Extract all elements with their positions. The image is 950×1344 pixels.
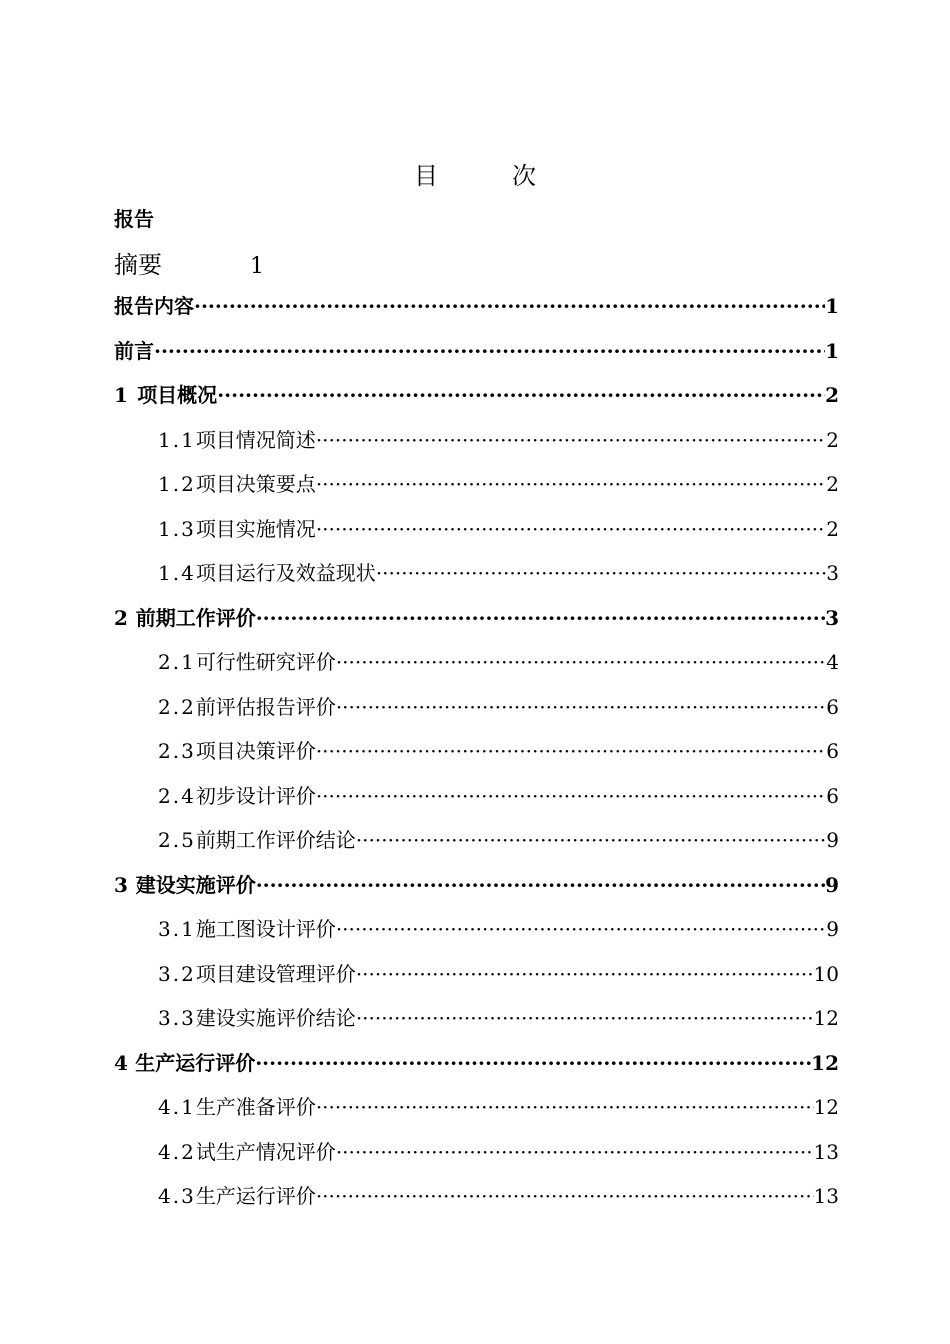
toc-dot-leader	[194, 284, 825, 329]
toc-entry-number: 2	[114, 605, 128, 630]
toc-entry-page-number: 9	[826, 917, 839, 941]
abstract-page-number: 1	[250, 254, 264, 279]
toc-entry-label: 施工图设计评价	[195, 917, 336, 941]
toc-entry-page-number: 2	[825, 383, 839, 407]
toc-dot-leader	[256, 596, 825, 641]
toc-entry-label: 生产运行评价	[195, 1184, 316, 1208]
toc-entry-number: 1.4	[158, 561, 196, 585]
toc-entry-number: 3.3	[158, 1006, 196, 1030]
toc-dot-leader	[316, 1174, 814, 1219]
abstract-label: 摘要	[114, 251, 162, 279]
toc-dot-leader	[356, 952, 814, 997]
toc-entry-label: 项目运行及效益现状	[195, 561, 376, 585]
toc-entry-number: 3.1	[158, 917, 196, 941]
toc-entry[interactable]	[114, 418, 839, 463]
toc-entry-label: 前评估报告评价	[195, 694, 336, 719]
toc-entry-page-number: 6	[826, 739, 839, 763]
toc-entry-number: 2.2	[158, 694, 196, 719]
toc-dot-leader	[376, 551, 826, 596]
toc-entry-page-number: 12	[811, 1050, 839, 1075]
toc-entry-label: 建设实施评价	[135, 872, 256, 897]
toc-dot-leader	[336, 907, 826, 952]
toc-dot-leader	[154, 329, 825, 374]
toc-entry-label: 项目实施情况	[195, 516, 316, 541]
toc-entry-page-number: 12	[813, 1095, 839, 1119]
toc-entry-label: 前期工作评价结论	[195, 828, 356, 852]
toc-entry[interactable]	[114, 996, 839, 1041]
toc-entry-number: 3	[114, 872, 128, 897]
report-heading: 报告	[114, 207, 154, 231]
toc-entry-label: 项目决策评价	[195, 739, 316, 763]
page-title	[0, 156, 950, 191]
toc-entry[interactable]	[114, 284, 839, 329]
toc-entry[interactable]	[114, 818, 839, 863]
toc-entry-label: 前言	[114, 338, 154, 363]
page-title-part1: 目	[414, 162, 438, 190]
toc-dot-leader	[356, 818, 826, 863]
toc-dot-leader	[316, 1085, 814, 1130]
toc-entry[interactable]	[114, 329, 839, 374]
toc-entry-label: 项目概况	[137, 383, 218, 407]
toc-entry-number: 4.2	[158, 1139, 196, 1164]
toc-entry[interactable]	[114, 907, 839, 952]
toc-entry-label: 前期工作评价	[135, 605, 256, 630]
toc-dot-leader	[316, 774, 826, 819]
toc-entry-label: 可行性研究评价	[195, 650, 336, 674]
toc-entry-label: 项目建设管理评价	[195, 961, 356, 986]
toc-entry-number: 1.2	[158, 472, 196, 496]
toc-entry-number: 1.1	[158, 427, 196, 452]
toc-entry[interactable]	[114, 596, 839, 641]
toc-entry[interactable]	[114, 729, 839, 774]
toc-entry-page-number: 10	[813, 961, 839, 986]
toc-entry[interactable]	[114, 685, 839, 730]
toc-entry-page-number: 3	[826, 561, 839, 585]
toc-entry[interactable]	[114, 551, 839, 596]
toc-entry-page-number: 2	[826, 472, 839, 496]
toc-entry[interactable]	[114, 507, 839, 552]
toc-entry[interactable]	[114, 1085, 839, 1130]
toc-entry-number: 3.2	[158, 961, 196, 986]
toc-entry-page-number: 6	[826, 694, 839, 719]
toc-dot-leader	[316, 507, 826, 552]
toc-entry-number: 4.3	[158, 1184, 196, 1208]
toc-dot-leader	[336, 640, 826, 685]
toc-entry[interactable]	[114, 373, 839, 418]
abstract-row[interactable]	[114, 245, 264, 280]
toc-entry-page-number: 13	[813, 1139, 839, 1164]
page-title-part2: 次	[512, 162, 536, 190]
toc-entry-page-number: 2	[826, 427, 839, 452]
toc-dot-leader	[336, 1130, 814, 1175]
toc-entry-page-number: 2	[826, 516, 839, 541]
toc-entry-label: 生产运行评价	[135, 1050, 256, 1075]
toc-entry-number: 1	[114, 383, 128, 407]
toc-entry-label: 初步设计评价	[195, 783, 316, 808]
toc-entry[interactable]	[114, 1041, 839, 1086]
toc-entry-label: 建设实施评价结论	[195, 1006, 356, 1030]
toc-entry[interactable]	[114, 863, 839, 908]
toc-dot-leader	[316, 729, 826, 774]
toc-dot-leader	[316, 418, 826, 463]
toc-entry-number: 4.1	[158, 1095, 196, 1119]
toc-entry[interactable]	[114, 1174, 839, 1219]
toc-entry[interactable]	[114, 774, 839, 819]
toc-entry-number: 2.1	[158, 650, 196, 674]
toc-entry-page-number: 1	[825, 294, 839, 318]
toc-entry-page-number: 3	[825, 605, 839, 630]
table-of-contents	[114, 284, 839, 1219]
toc-entry-label: 项目情况简述	[195, 427, 316, 452]
toc-entry[interactable]	[114, 952, 839, 997]
toc-entry-label: 项目决策要点	[195, 472, 316, 496]
toc-dot-leader	[356, 996, 814, 1041]
toc-entry-page-number: 4	[826, 650, 839, 674]
toc-dot-leader	[316, 462, 826, 507]
toc-entry-number: 2.4	[158, 783, 196, 808]
toc-entry-number: 4	[114, 1050, 128, 1075]
toc-entry[interactable]	[114, 462, 839, 507]
toc-dot-leader	[217, 373, 825, 418]
toc-entry-page-number: 13	[813, 1184, 839, 1208]
toc-entry-page-number: 1	[825, 338, 839, 363]
toc-entry-page-number: 9	[825, 872, 839, 897]
toc-entry[interactable]	[114, 640, 839, 685]
toc-entry[interactable]	[114, 1130, 839, 1175]
toc-entry-number: 2.3	[158, 739, 196, 763]
toc-entry-page-number: 9	[826, 828, 839, 852]
toc-entry-label: 生产准备评价	[195, 1095, 316, 1119]
toc-entry-number: 1.3	[158, 516, 196, 541]
toc-entry-page-number: 12	[813, 1006, 839, 1030]
toc-entry-label: 报告内容	[114, 294, 194, 318]
toc-entry-page-number: 6	[826, 783, 839, 808]
toc-dot-leader	[256, 863, 825, 908]
toc-dot-leader	[255, 1041, 811, 1086]
toc-entry-label: 试生产情况评价	[195, 1139, 336, 1164]
toc-dot-leader	[336, 685, 826, 730]
toc-entry-number: 2.5	[158, 828, 196, 852]
